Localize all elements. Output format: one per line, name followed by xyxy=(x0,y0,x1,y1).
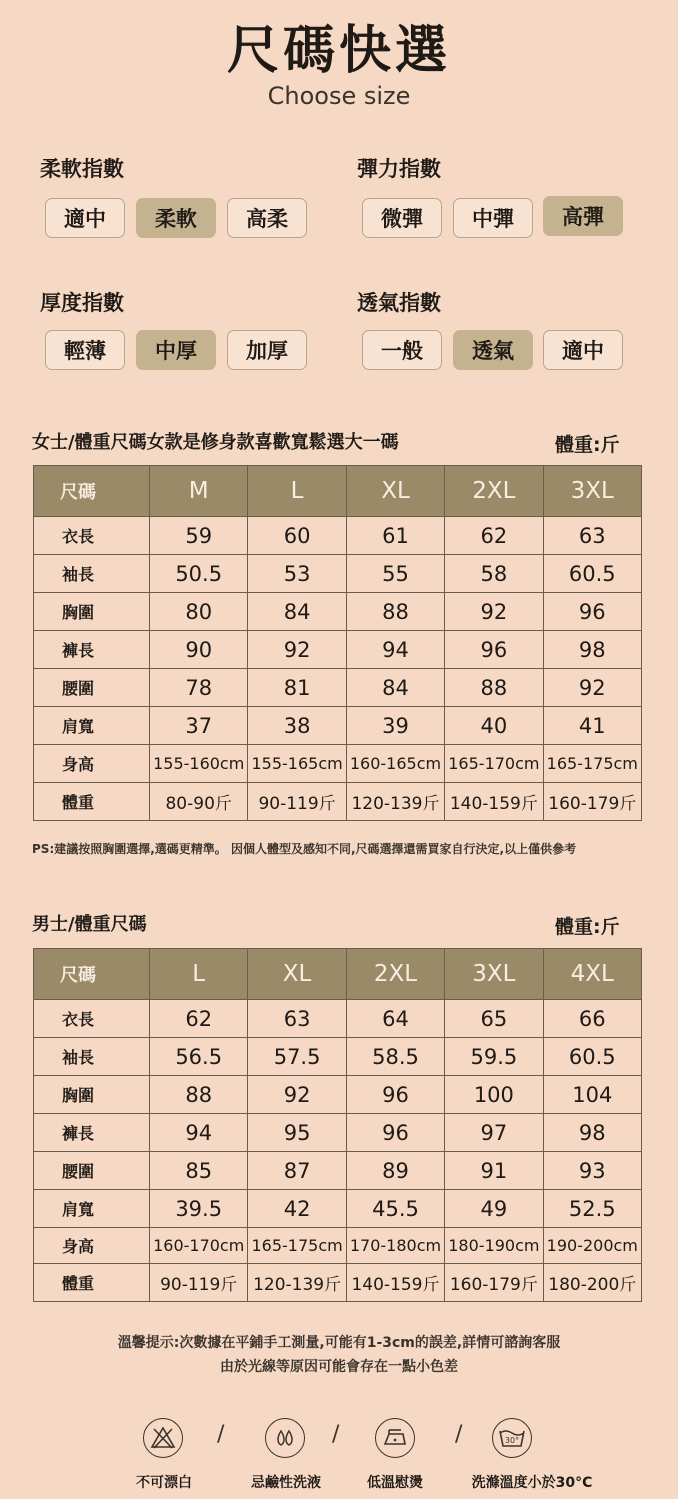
wash-30-icon xyxy=(492,1418,532,1458)
page-title: 尺碼快選 xyxy=(226,21,451,81)
size-corner-cell: 尺碼 xyxy=(34,466,150,517)
table-cell: 155-160cm xyxy=(150,745,248,783)
table-cell: 62 xyxy=(445,517,543,555)
table-cell: 165-175cm xyxy=(248,1228,346,1264)
table-cell: 58.5 xyxy=(346,1038,444,1076)
table-cell: 140-159斤 xyxy=(346,1264,444,1302)
table-cell: 80 xyxy=(150,593,248,631)
table-cell: 41 xyxy=(543,707,641,745)
table-cell: 55 xyxy=(346,555,444,593)
table-cell: 91 xyxy=(445,1152,543,1190)
table-row xyxy=(34,1228,642,1264)
table-cell: 63 xyxy=(543,517,641,555)
table-cell: 104 xyxy=(543,1076,641,1114)
table-cell: 56.5 xyxy=(150,1038,248,1076)
page-subtitle: Choose size xyxy=(267,82,411,110)
measurement-note: 溫馨提示:次數據在平鋪手工測量,可能有1-3cm的誤差,詳情可諮詢客服 xyxy=(117,1335,561,1351)
breathability-option-1: 透氣 xyxy=(453,330,533,370)
table-row xyxy=(34,1114,642,1152)
table-cell: 58 xyxy=(445,555,543,593)
table-row xyxy=(34,707,642,745)
size-header-cell: 4XL xyxy=(543,949,641,1000)
table-cell: 140-159斤 xyxy=(445,783,543,821)
row-label-cell: 衣長 xyxy=(34,1000,150,1038)
table-cell: 87 xyxy=(248,1152,346,1190)
care-label-no-bleach: 不可漂白 xyxy=(136,1475,192,1491)
table-cell: 78 xyxy=(150,669,248,707)
table-cell: 160-165cm xyxy=(346,745,444,783)
table-cell: 52.5 xyxy=(543,1190,641,1228)
table-cell: 96 xyxy=(346,1076,444,1114)
table-cell: 65 xyxy=(445,1000,543,1038)
row-label-cell: 腰圍 xyxy=(34,669,150,707)
low-iron-icon xyxy=(375,1418,415,1458)
table-cell: 180-190cm xyxy=(445,1228,543,1264)
table-cell: 90-119斤 xyxy=(150,1264,248,1302)
table-cell: 53 xyxy=(248,555,346,593)
table-cell: 94 xyxy=(346,631,444,669)
table-cell: 92 xyxy=(445,593,543,631)
table-cell: 98 xyxy=(543,631,641,669)
table-cell: 88 xyxy=(346,593,444,631)
table-cell: 100 xyxy=(445,1076,543,1114)
table-row xyxy=(34,1038,642,1076)
table-row xyxy=(34,783,642,821)
care-separator: / xyxy=(217,1422,225,1447)
table-cell: 39 xyxy=(346,707,444,745)
table-header-row xyxy=(34,466,642,517)
table-cell: 89 xyxy=(346,1152,444,1190)
softness-option-0: 適中 xyxy=(45,198,125,238)
thickness-option-1: 中厚 xyxy=(136,330,216,370)
row-label-cell: 體重 xyxy=(34,1264,150,1302)
row-label-cell: 袖長 xyxy=(34,555,150,593)
thickness-label: 厚度指數 xyxy=(40,291,124,315)
table-cell: 98 xyxy=(543,1114,641,1152)
men-weight-unit: 體重:斤 xyxy=(555,916,620,938)
table-row xyxy=(34,555,642,593)
table-cell: 96 xyxy=(445,631,543,669)
men-size-table xyxy=(33,948,642,1302)
table-cell: 96 xyxy=(543,593,641,631)
table-cell: 90-119斤 xyxy=(248,783,346,821)
table-cell: 85 xyxy=(150,1152,248,1190)
table-row xyxy=(34,669,642,707)
breathability-option-0: 一般 xyxy=(362,330,442,370)
table-cell: 37 xyxy=(150,707,248,745)
no-bleach-icon xyxy=(143,1418,183,1458)
softness-option-2: 高柔 xyxy=(227,198,307,238)
wash-temp-badge: 30° xyxy=(504,1436,520,1445)
size-header-cell: 2XL xyxy=(445,466,543,517)
row-label-cell: 胸圍 xyxy=(34,593,150,631)
row-label-cell: 褲長 xyxy=(34,631,150,669)
table-cell: 190-200cm xyxy=(543,1228,641,1264)
breathability-option-2: 適中 xyxy=(543,330,623,370)
table-cell: 61 xyxy=(346,517,444,555)
table-cell: 84 xyxy=(346,669,444,707)
row-label-cell: 體重 xyxy=(34,783,150,821)
breathability-label: 透氣指數 xyxy=(357,291,441,315)
table-cell: 88 xyxy=(150,1076,248,1114)
care-separator: / xyxy=(332,1422,340,1447)
softness-option-1: 柔軟 xyxy=(136,198,216,238)
table-row xyxy=(34,517,642,555)
table-cell: 155-165cm xyxy=(248,745,346,783)
table-cell: 45.5 xyxy=(346,1190,444,1228)
elasticity-label: 彈力指數 xyxy=(357,157,441,181)
size-header-cell: L xyxy=(150,949,248,1000)
size-header-cell: 3XL xyxy=(445,949,543,1000)
row-label-cell: 身高 xyxy=(34,745,150,783)
table-cell: 92 xyxy=(543,669,641,707)
table-cell: 160-170cm xyxy=(150,1228,248,1264)
women-weight-unit: 體重:斤 xyxy=(555,434,620,456)
size-header-cell: XL xyxy=(248,949,346,1000)
table-row xyxy=(34,631,642,669)
women-size-table xyxy=(33,465,642,821)
row-label-cell: 身高 xyxy=(34,1228,150,1264)
men-table-heading: 男士/體重尺碼 xyxy=(32,914,147,935)
table-cell: 160-179斤 xyxy=(543,783,641,821)
care-separator: / xyxy=(455,1422,463,1447)
row-label-cell: 衣長 xyxy=(34,517,150,555)
table-cell: 64 xyxy=(346,1000,444,1038)
size-header-cell: M xyxy=(150,466,248,517)
ps-note: PS:建議按照胸圍選擇,選碼更精準。 因個人體型及感知不同,尺碼選擇還需買家自行決定,以上僅供參考 xyxy=(32,842,577,856)
table-cell: 62 xyxy=(150,1000,248,1038)
softness-label: 柔軟指數 xyxy=(40,157,124,181)
table-row xyxy=(34,1190,642,1228)
thickness-option-2: 加厚 xyxy=(227,330,307,370)
table-cell: 93 xyxy=(543,1152,641,1190)
table-cell: 94 xyxy=(150,1114,248,1152)
row-label-cell: 褲長 xyxy=(34,1114,150,1152)
elasticity-option-1: 中彈 xyxy=(453,198,533,238)
table-cell: 50.5 xyxy=(150,555,248,593)
table-cell: 49 xyxy=(445,1190,543,1228)
table-cell: 160-179斤 xyxy=(445,1264,543,1302)
table-cell: 60.5 xyxy=(543,1038,641,1076)
table-row xyxy=(34,1000,642,1038)
table-row xyxy=(34,1264,642,1302)
table-cell: 38 xyxy=(248,707,346,745)
table-row xyxy=(34,1076,642,1114)
table-cell: 60 xyxy=(248,517,346,555)
care-label-no-alkaline: 忌鹼性洗液 xyxy=(251,1475,321,1491)
table-cell: 63 xyxy=(248,1000,346,1038)
table-cell: 84 xyxy=(248,593,346,631)
row-label-cell: 肩寬 xyxy=(34,707,150,745)
size-corner-cell: 尺碼 xyxy=(34,949,150,1000)
elasticity-option-0: 微彈 xyxy=(362,198,442,238)
table-cell: 97 xyxy=(445,1114,543,1152)
table-cell: 59 xyxy=(150,517,248,555)
table-cell: 95 xyxy=(248,1114,346,1152)
thickness-option-0: 輕薄 xyxy=(45,330,125,370)
table-cell: 81 xyxy=(248,669,346,707)
table-cell: 42 xyxy=(248,1190,346,1228)
table-cell: 59.5 xyxy=(445,1038,543,1076)
table-cell: 165-175cm xyxy=(543,745,641,783)
table-cell: 88 xyxy=(445,669,543,707)
table-header-row xyxy=(34,949,642,1000)
table-cell: 92 xyxy=(248,631,346,669)
table-row xyxy=(34,745,642,783)
color-note: 由於光線等原因可能會存在一點小色差 xyxy=(220,1359,458,1375)
care-label-wash-temp: 洗滌溫度小於30°C xyxy=(471,1475,593,1491)
row-label-cell: 胸圍 xyxy=(34,1076,150,1114)
elasticity-option-2: 高彈 xyxy=(543,196,623,236)
table-cell: 40 xyxy=(445,707,543,745)
size-header-cell: XL xyxy=(346,466,444,517)
care-label-low-iron: 低溫慰燙 xyxy=(367,1475,423,1491)
table-cell: 120-139斤 xyxy=(248,1264,346,1302)
table-cell: 96 xyxy=(346,1114,444,1152)
table-cell: 60.5 xyxy=(543,555,641,593)
size-header-cell: 2XL xyxy=(346,949,444,1000)
table-cell: 66 xyxy=(543,1000,641,1038)
table-cell: 57.5 xyxy=(248,1038,346,1076)
size-header-cell: L xyxy=(248,466,346,517)
table-row xyxy=(34,593,642,631)
no-alkaline-wash-icon xyxy=(265,1418,305,1458)
table-cell: 39.5 xyxy=(150,1190,248,1228)
table-cell: 120-139斤 xyxy=(346,783,444,821)
size-header-cell: 3XL xyxy=(543,466,641,517)
table-cell: 180-200斤 xyxy=(543,1264,641,1302)
table-row xyxy=(34,1152,642,1190)
women-table-heading: 女士/體重尺碼女款是修身款喜歡寬鬆選大一碼 xyxy=(32,432,399,453)
table-cell: 90 xyxy=(150,631,248,669)
row-label-cell: 袖長 xyxy=(34,1038,150,1076)
table-cell: 170-180cm xyxy=(346,1228,444,1264)
table-cell: 165-170cm xyxy=(445,745,543,783)
row-label-cell: 肩寬 xyxy=(34,1190,150,1228)
row-label-cell: 腰圍 xyxy=(34,1152,150,1190)
table-cell: 80-90斤 xyxy=(150,783,248,821)
table-cell: 92 xyxy=(248,1076,346,1114)
